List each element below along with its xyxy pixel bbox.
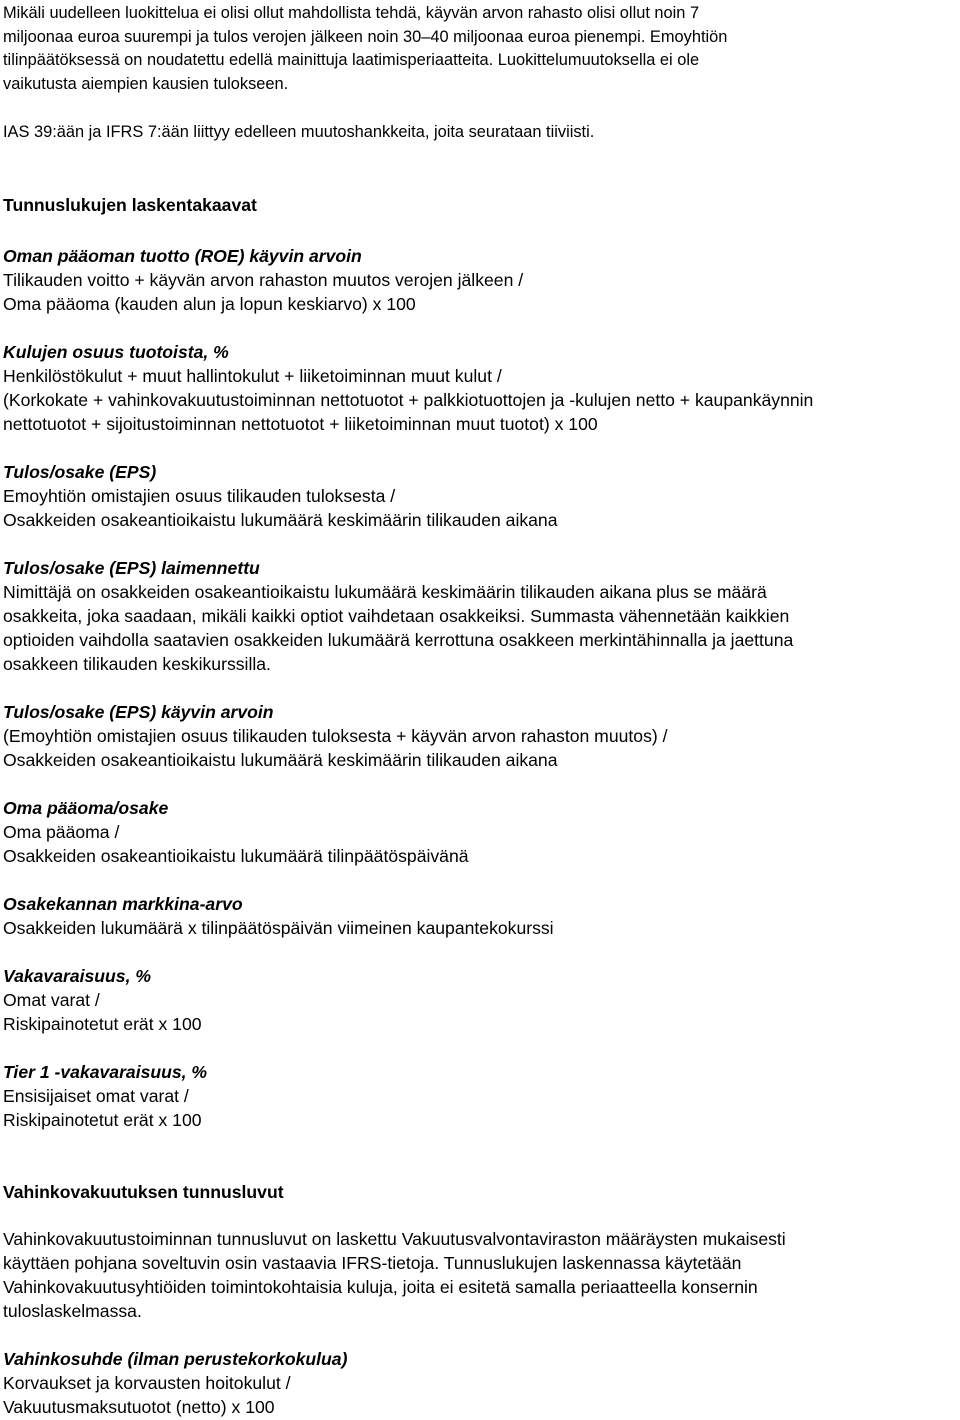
formula-line: Osakkeiden lukumäärä x tilinpäätöspäivän viimeinen kaupantekokurssi	[3, 918, 554, 938]
formula-title-roe: Oman pääoman tuotto (ROE) käyvin arvoin	[3, 246, 362, 266]
formula-line: Korvaukset ja korvausten hoitokulut /	[3, 1373, 291, 1393]
formula-line: osakkeita, joka saadaan, mikäli kaikki optiot vaihdetaan osakkeiksi. Summasta vähennetään kaikkien	[3, 606, 790, 626]
formula-line: (Korkokate + vahinkovakuutustoiminnan nettotuotot + palkkiotuottojen ja -kulujen netto + kaupankäynnin	[3, 390, 814, 410]
formula-line: (Emoyhtiön omistajien osuus tilikauden tuloksesta + käyvän arvon rahaston muutos) /	[3, 726, 668, 746]
formula-line: Tilikauden voitto + käyvän arvon rahaston muutos verojen jälkeen /	[3, 270, 524, 290]
formula-line: optioiden vaihdolla saatavien osakkeiden lukumäärä kerrottuna osakkeen merkintähinnalla ja jaettuna	[3, 630, 794, 650]
formula-line: Osakkeiden osakeantioikaistu lukumäärä keskimäärin tilikauden aikana	[3, 510, 558, 530]
formula-title-loss-ratio: Vahinkosuhde (ilman perustekorkokulua)	[3, 1349, 348, 1369]
formula-title-tier1: Tier 1 -vakavaraisuus, %	[3, 1062, 208, 1082]
formula-line: Riskipainotetut erät x 100	[3, 1014, 202, 1034]
formula-line: osakkeen tilikauden keskikurssilla.	[3, 654, 271, 674]
formula-title-equity-per-share: Oma pääoma/osake	[3, 798, 169, 818]
formula-line: Osakkeiden osakeantioikaistu lukumäärä tilinpäätöspäivänä	[3, 846, 469, 866]
insurance-text-line: tuloslaskelmassa.	[3, 1301, 142, 1321]
formula-line: Riskipainotetut erät x 100	[3, 1110, 202, 1130]
insurance-text-line: Vahinkovakuutusyhtiöiden toimintokohtaisia kuluja, joita ei esitetä samalla periaatteella konsernin	[3, 1277, 758, 1297]
formula-title-eps: Tulos/osake (EPS)	[3, 462, 157, 482]
formula-line: nettotuotot + sijoitustoiminnan nettotuotot + liiketoiminnan muut tuotot) x 100	[3, 414, 598, 434]
intro-line-1: Mikäli uudelleen luokittelua ei olisi ollut mahdollista tehdä, käyvän arvon rahasto olisi ollut noin 7	[3, 4, 700, 22]
intro-line-3: tilinpäätöksessä on noudatettu edellä mainittuja laatimisperiaatteita. Luokittelumuutoksella ei ole	[3, 51, 700, 69]
formula-title-eps-fair-value: Tulos/osake (EPS) käyvin arvoin	[3, 702, 274, 722]
formula-title-market-cap: Osakekannan markkina-arvo	[3, 894, 243, 914]
formula-line: Vakuutusmaksutuotot (netto) x 100	[3, 1397, 275, 1417]
formula-line: Oma pääoma /	[3, 822, 120, 842]
insurance-heading: Vahinkovakuutuksen tunnusluvut	[3, 1182, 284, 1202]
formula-line: Oma pääoma (kauden alun ja lopun keskiarvo) x 100	[3, 294, 416, 314]
section-heading: Tunnuslukujen laskentakaavat	[3, 195, 257, 215]
formula-title-eps-diluted: Tulos/osake (EPS) laimennettu	[3, 558, 260, 578]
formula-line: Omat varat /	[3, 990, 100, 1010]
intro-line-2: miljoonaa euroa suurempi ja tulos verojen jälkeen noin 30–40 miljoonaa euroa pienempi. Emoyhtiön	[3, 28, 728, 46]
formula-line: Ensisijaiset omat varat /	[3, 1086, 189, 1106]
insurance-text-line: Vahinkovakuutustoiminnan tunnusluvut on laskettu Vakuutusvalvontaviraston määräysten mukaisesti	[3, 1229, 786, 1249]
ias-note: IAS 39:ään ja IFRS 7:ään liittyy edelleen muutoshankkeita, joita seurataan tiiviisti.	[3, 123, 595, 141]
formula-line: Henkilöstökulut + muut hallintokulut + liiketoiminnan muut kulut /	[3, 366, 502, 386]
insurance-text-line: käyttäen pohjana soveltuvin osin vastaavia IFRS-tietoja. Tunnuslukujen laskennassa käytetään	[3, 1253, 742, 1273]
intro-line-4: vaikutusta aiempien kausien tulokseen.	[3, 75, 289, 93]
formula-line: Emoyhtiön omistajien osuus tilikauden tuloksesta /	[3, 486, 396, 506]
formula-title-cost-ratio: Kulujen osuus tuotoista, %	[3, 342, 229, 362]
formula-title-capital-adequacy: Vakavaraisuus, %	[3, 966, 152, 986]
formula-line: Nimittäjä on osakkeiden osakeantioikaistu lukumäärä keskimäärin tilikauden aikana plus se määrä	[3, 582, 767, 602]
formula-line: Osakkeiden osakeantioikaistu lukumäärä keskimäärin tilikauden aikana	[3, 750, 558, 770]
